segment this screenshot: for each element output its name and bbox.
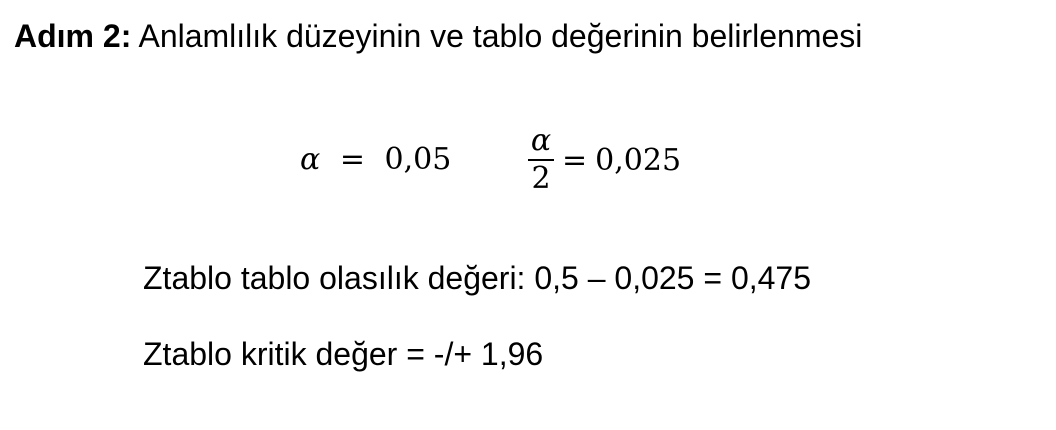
fraction <box>528 123 554 197</box>
critical-value-line: Ztablo kritik değer = -/+ 1,96 <box>143 336 544 372</box>
step-label: Adım 2: <box>14 18 132 54</box>
alpha-equals-sign: = <box>339 142 365 177</box>
probability-line: Ztablo tablo olasılık değeri: 0,5 – 0,025 = 0,475 <box>143 260 812 296</box>
alpha-symbol: α <box>300 142 321 177</box>
half-alpha-value: 0,025 <box>595 142 682 178</box>
half-alpha-equals-sign: = <box>562 142 588 178</box>
alpha-value: 0,05 <box>384 142 452 177</box>
step-heading <box>14 14 862 58</box>
fraction-numerator: α <box>530 123 552 158</box>
step-title: Anlamlılık düzeyinin ve tablo değerinin belirlenmesi <box>138 18 863 54</box>
alpha-formula <box>300 140 451 180</box>
half-alpha-formula <box>528 118 681 202</box>
fraction-denominator: 2 <box>531 161 551 196</box>
